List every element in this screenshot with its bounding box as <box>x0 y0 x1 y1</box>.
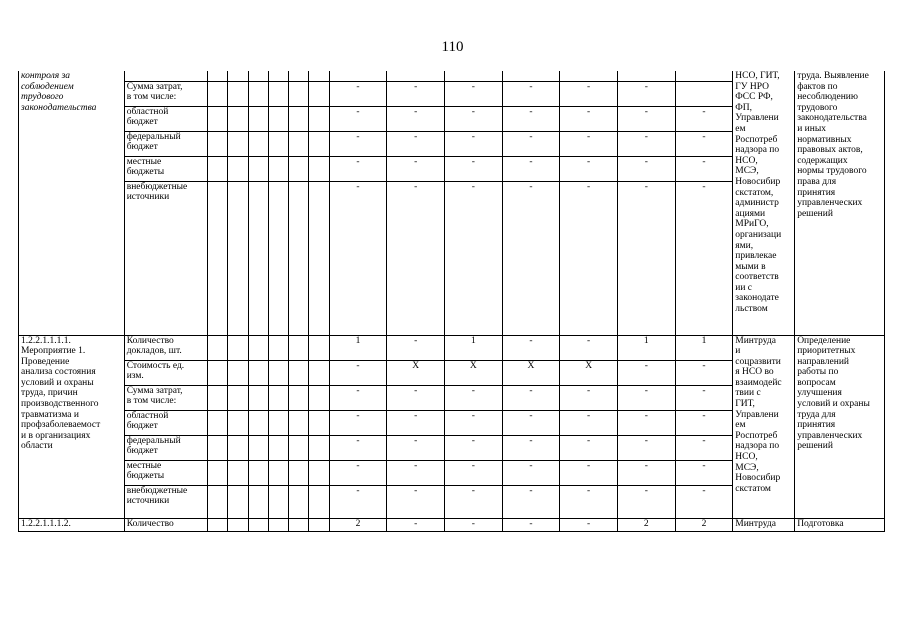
value-cell: X <box>444 360 502 385</box>
empty-cell <box>248 385 268 410</box>
empty-cell <box>309 360 329 385</box>
empty-cell <box>268 131 288 156</box>
indicator-label: внебюджетные источники <box>124 181 207 335</box>
value-cell: - <box>617 131 675 156</box>
value-cell: - <box>444 435 502 460</box>
value-cell: - <box>329 156 387 181</box>
value-cell: - <box>617 435 675 460</box>
empty-cell <box>207 410 227 435</box>
empty-cell <box>309 335 329 360</box>
empty-cell <box>309 156 329 181</box>
empty-cell <box>228 181 248 335</box>
indicator-label: федеральный бюджет <box>124 131 207 156</box>
empty-cell <box>309 518 329 531</box>
value-cell: X <box>387 360 445 385</box>
indicator-label: Сумма затрат, в том числе: <box>124 81 207 106</box>
value-cell <box>329 71 387 81</box>
indicator-label: Стоимость ед. изм. <box>124 360 207 385</box>
empty-cell <box>248 106 268 131</box>
empty-cell <box>207 181 227 335</box>
empty-cell <box>207 131 227 156</box>
value-cell: - <box>560 106 618 131</box>
value-cell: - <box>617 485 675 518</box>
empty-cell <box>248 518 268 531</box>
empty-cell <box>248 156 268 181</box>
value-cell: X <box>502 360 560 385</box>
value-cell <box>502 71 560 81</box>
value-cell: - <box>444 131 502 156</box>
value-cell: - <box>444 156 502 181</box>
empty-cell <box>289 106 309 131</box>
indicator-label: Сумма затрат, в том числе: <box>124 385 207 410</box>
empty-cell <box>248 485 268 518</box>
value-cell: - <box>617 106 675 131</box>
empty-cell <box>309 485 329 518</box>
value-cell: - <box>444 81 502 106</box>
empty-cell <box>207 360 227 385</box>
value-cell: - <box>387 81 445 106</box>
value-cell: - <box>387 181 445 335</box>
empty-cell <box>207 81 227 106</box>
value-cell: - <box>329 181 387 335</box>
empty-cell <box>268 360 288 385</box>
empty-cell <box>289 360 309 385</box>
value-cell: 2 <box>675 518 733 531</box>
value-cell: - <box>329 435 387 460</box>
value-cell: - <box>387 131 445 156</box>
empty-cell <box>268 106 288 131</box>
indicator-label: областной бюджет <box>124 410 207 435</box>
value-cell: - <box>444 181 502 335</box>
value-cell: - <box>675 106 733 131</box>
value-cell <box>560 71 618 81</box>
empty-cell <box>309 71 329 81</box>
value-cell <box>675 81 733 106</box>
value-cell: - <box>675 385 733 410</box>
value-cell: - <box>675 435 733 460</box>
value-cell: - <box>560 131 618 156</box>
value-cell <box>444 71 502 81</box>
value-cell: - <box>617 460 675 485</box>
value-cell: 1 <box>444 335 502 360</box>
measure-title: 1.2.2.1.1.1.1. Мероприятие 1. Проведение анализа состояния условий и охраны труда, причин производственного травматизма и профзаболеваемост и в организациях области <box>19 335 125 518</box>
value-cell: - <box>387 460 445 485</box>
value-cell: - <box>502 131 560 156</box>
empty-cell <box>228 485 248 518</box>
empty-cell <box>248 435 268 460</box>
empty-cell <box>207 335 227 360</box>
empty-cell <box>228 156 248 181</box>
value-cell: - <box>675 410 733 435</box>
empty-cell <box>289 410 309 435</box>
empty-cell <box>289 385 309 410</box>
value-cell: - <box>502 485 560 518</box>
value-cell: 1 <box>675 335 733 360</box>
value-cell: - <box>502 81 560 106</box>
empty-cell <box>268 81 288 106</box>
program-table <box>18 71 885 532</box>
empty-cell <box>268 435 288 460</box>
empty-cell <box>207 518 227 531</box>
empty-cell <box>248 335 268 360</box>
empty-cell <box>268 71 288 81</box>
value-cell: 2 <box>329 518 387 531</box>
empty-cell <box>289 518 309 531</box>
value-cell: - <box>617 181 675 335</box>
empty-cell <box>228 360 248 385</box>
table-row <box>19 518 885 531</box>
empty-cell <box>268 181 288 335</box>
value-cell: - <box>444 460 502 485</box>
empty-cell <box>207 156 227 181</box>
value-cell: - <box>560 385 618 410</box>
empty-cell <box>289 335 309 360</box>
indicator-label: Количество докладов, шт. <box>124 335 207 360</box>
empty-cell <box>228 71 248 81</box>
empty-cell <box>207 106 227 131</box>
value-cell: - <box>444 485 502 518</box>
value-cell: - <box>502 385 560 410</box>
value-cell: - <box>617 81 675 106</box>
value-cell: - <box>387 106 445 131</box>
indicator-label: Количество <box>124 518 207 531</box>
value-cell: - <box>502 460 560 485</box>
executors-cell: Минтруда <box>733 518 795 531</box>
empty-cell <box>248 181 268 335</box>
empty-cell <box>248 410 268 435</box>
empty-cell <box>268 156 288 181</box>
value-cell <box>675 71 733 81</box>
indicator-label: федеральный бюджет <box>124 435 207 460</box>
executors-cell: Минтруда и соцразвити я НСО во взаимодейс твии с ГИТ, Управлени ем Роспотреб надзора по НСО, МСЭ, Новосибир скстатом <box>733 335 795 518</box>
value-cell: - <box>387 410 445 435</box>
empty-cell <box>268 485 288 518</box>
empty-cell <box>289 131 309 156</box>
value-cell: - <box>675 181 733 335</box>
value-cell: - <box>617 385 675 410</box>
empty-cell <box>309 410 329 435</box>
value-cell: - <box>387 335 445 360</box>
empty-cell <box>228 335 248 360</box>
empty-cell <box>207 460 227 485</box>
value-cell: - <box>560 335 618 360</box>
empty-cell <box>289 71 309 81</box>
value-cell: - <box>675 156 733 181</box>
value-cell: - <box>329 106 387 131</box>
empty-cell <box>228 460 248 485</box>
value-cell: 1 <box>617 335 675 360</box>
empty-cell <box>289 181 309 335</box>
empty-cell <box>228 410 248 435</box>
indicator-label <box>124 71 207 81</box>
page-number: 110 <box>441 39 464 55</box>
value-cell: - <box>675 460 733 485</box>
value-cell: - <box>444 410 502 435</box>
value-cell: - <box>617 360 675 385</box>
empty-cell <box>248 71 268 81</box>
empty-cell <box>228 81 248 106</box>
value-cell: - <box>560 485 618 518</box>
value-cell: - <box>560 460 618 485</box>
measure-title: контроля за соблюдением трудового законодательства <box>19 71 125 335</box>
empty-cell <box>268 460 288 485</box>
value-cell: - <box>560 518 618 531</box>
empty-cell <box>309 460 329 485</box>
value-cell: - <box>560 435 618 460</box>
value-cell: 1 <box>329 335 387 360</box>
measure-title: 1.2.2.1.1.1.2. <box>19 518 125 531</box>
value-cell: - <box>617 410 675 435</box>
value-cell: - <box>675 485 733 518</box>
value-cell: - <box>444 385 502 410</box>
result-cell: Определение приоритетных направлений работы по вопросам улучшения условий и охраны труда для принятия управленческих решений <box>795 335 885 518</box>
result-cell: Подготовка <box>795 518 885 531</box>
value-cell: - <box>329 131 387 156</box>
empty-cell <box>309 106 329 131</box>
empty-cell <box>289 485 309 518</box>
value-cell: - <box>329 485 387 518</box>
result-cell: труда. Выявление фактов по несоблюдению трудового законодательства и иных нормативных правовых актов, содержащих нормы трудового права для принятия управленческих решений <box>795 71 885 335</box>
value-cell: - <box>617 156 675 181</box>
empty-cell <box>268 518 288 531</box>
empty-cell <box>268 410 288 435</box>
empty-cell <box>289 460 309 485</box>
value-cell: - <box>560 81 618 106</box>
empty-cell <box>207 485 227 518</box>
value-cell: - <box>329 385 387 410</box>
empty-cell <box>309 81 329 106</box>
empty-cell <box>228 435 248 460</box>
empty-cell <box>309 131 329 156</box>
value-cell: - <box>675 131 733 156</box>
value-cell: - <box>387 156 445 181</box>
empty-cell <box>207 71 227 81</box>
empty-cell <box>248 460 268 485</box>
value-cell: - <box>329 460 387 485</box>
executors-cell: НСО, ГИТ, ГУ НРО ФСС РФ, ФП, Управлени ем Роспотреб надзора по НСО, МСЭ, Новосибир скстатом, администр ациями МРиГО, организаци ями, привлекае мыми в соответств ии с законодате льством <box>733 71 795 335</box>
empty-cell <box>207 435 227 460</box>
empty-cell <box>289 81 309 106</box>
value-cell: 2 <box>617 518 675 531</box>
value-cell: - <box>387 485 445 518</box>
value-cell: - <box>560 156 618 181</box>
value-cell: - <box>444 518 502 531</box>
value-cell: - <box>387 435 445 460</box>
value-cell: - <box>329 360 387 385</box>
empty-cell <box>268 335 288 360</box>
value-cell: - <box>560 181 618 335</box>
value-cell: - <box>444 106 502 131</box>
value-cell: - <box>675 360 733 385</box>
value-cell: - <box>329 81 387 106</box>
empty-cell <box>268 385 288 410</box>
indicator-label: областной бюджет <box>124 106 207 131</box>
value-cell: - <box>502 410 560 435</box>
value-cell: - <box>502 335 560 360</box>
empty-cell <box>289 156 309 181</box>
value-cell: - <box>502 156 560 181</box>
value-cell: - <box>502 106 560 131</box>
value-cell: - <box>502 435 560 460</box>
value-cell: - <box>560 410 618 435</box>
empty-cell <box>289 435 309 460</box>
empty-cell <box>248 81 268 106</box>
empty-cell <box>248 131 268 156</box>
empty-cell <box>228 131 248 156</box>
table-row <box>19 335 885 360</box>
empty-cell <box>309 385 329 410</box>
empty-cell <box>309 181 329 335</box>
empty-cell <box>228 385 248 410</box>
value-cell: - <box>329 410 387 435</box>
indicator-label: внебюджетные источники <box>124 485 207 518</box>
value-cell: X <box>560 360 618 385</box>
empty-cell <box>228 106 248 131</box>
table-row <box>19 71 885 81</box>
empty-cell <box>309 435 329 460</box>
value-cell: - <box>502 181 560 335</box>
indicator-label: местные бюджеты <box>124 460 207 485</box>
value-cell <box>617 71 675 81</box>
value-cell: - <box>387 385 445 410</box>
value-cell: - <box>502 518 560 531</box>
indicator-label: местные бюджеты <box>124 156 207 181</box>
value-cell <box>387 71 445 81</box>
empty-cell <box>248 360 268 385</box>
empty-cell <box>228 518 248 531</box>
value-cell: - <box>387 518 445 531</box>
empty-cell <box>207 385 227 410</box>
